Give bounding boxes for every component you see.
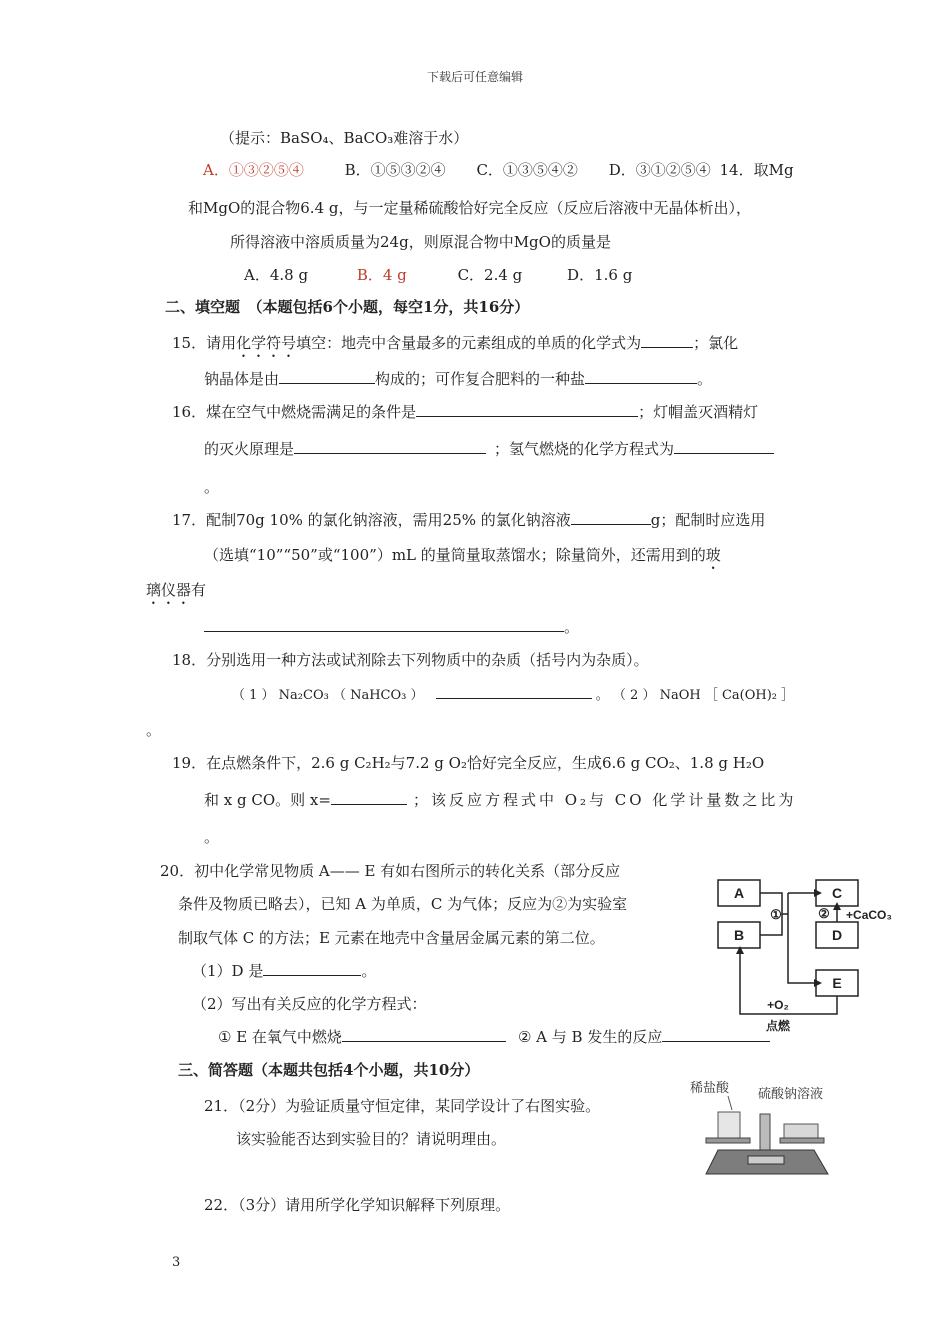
balance-experiment-figure xyxy=(688,1076,848,1180)
q17-line2 xyxy=(204,545,721,573)
q20-part2: （2）写出有关反应的化学方程式： xyxy=(192,995,427,1013)
q15-line2 xyxy=(204,369,712,389)
q17-line3 xyxy=(146,580,206,608)
q20-text-e: 。 xyxy=(361,962,377,980)
q17-emphasis-1: 玻 xyxy=(705,546,721,564)
q16-text-3: 的灭火原理是 xyxy=(204,440,295,458)
diagram-label-e: E xyxy=(832,975,842,991)
q19-text: 和 x g CO。则 x= xyxy=(204,791,331,809)
q20-text-d: （1）D 是 xyxy=(192,962,264,980)
q17-emphasis-2: 璃仪器 xyxy=(146,581,192,599)
diagram-label-d: D xyxy=(831,927,843,943)
q15-blank-1[interactable] xyxy=(641,333,693,348)
q13-option-c: C．①③⑤④② xyxy=(476,161,578,179)
q16-blank-1[interactable] xyxy=(416,402,638,417)
q15-blank-3[interactable] xyxy=(585,369,697,384)
q15-text: 15．请用 xyxy=(172,334,237,352)
q14-line3: 所得溶液中溶质质量为24g，则原混合物中MgO的质量是 xyxy=(230,233,611,251)
q20-part1 xyxy=(192,961,376,981)
q15-text-5: 构成的；可作复合肥料的一种盐 xyxy=(375,370,586,388)
diagram-label-b: B xyxy=(733,927,745,943)
q18-blank-1[interactable] xyxy=(436,684,592,699)
q15-emphasis: 化学符号 xyxy=(236,334,297,352)
q18-line1: 18．分别选用一种方法或试剂除去下列物质中的杂质（括号内为杂质）。 xyxy=(172,651,649,669)
q14-line2: 和MgO的混合物6.4 g，与一定量稀硫酸恰好完全反应（反应后溶液中无晶体析出）， xyxy=(188,199,751,217)
q13-option-a: A．①③②⑤④ xyxy=(203,161,304,179)
q20-line3: 制取气体 C 的方法；E 元素在地壳中含量居金属元素的第二位。 xyxy=(178,929,605,947)
q19-blank-1[interactable] xyxy=(331,790,407,805)
q20-line1: 20．初中化学常见物质 A—— E 有如右图所示的转化关系（部分反应 xyxy=(160,862,621,880)
label-dilute-hcl: 稀盐酸 xyxy=(690,1080,730,1095)
label-sodium-sulfate: 硫酸钠溶液 xyxy=(758,1086,824,1101)
q20-transformation-diagram xyxy=(712,872,892,1032)
q16-text-2: ；灯帽盖灭酒精灯 xyxy=(638,403,759,421)
q15-text-6: 。 xyxy=(697,370,713,388)
q14-option-c: C．2.4 g xyxy=(457,266,523,284)
diagram-burn-label: 点燃 xyxy=(765,1019,791,1032)
q17-text-4: 有 xyxy=(191,581,207,599)
q16-blank-2[interactable] xyxy=(294,439,486,454)
q20-blank-2[interactable] xyxy=(342,1027,506,1042)
q19-text-2: ；该反应方程式中 O₂与 CO 化学计量数之比为 xyxy=(412,791,797,809)
page-header: 下载后可任意编辑 xyxy=(426,70,523,84)
q17-line4 xyxy=(204,617,579,637)
hint: （提示：BaSO₄、BaCO₃难溶于水） xyxy=(220,129,469,147)
diagram-caco3-label: +CaCO₃ xyxy=(846,908,892,922)
q19-line2 xyxy=(204,790,796,810)
q14-option-b: B．4 g xyxy=(356,266,407,284)
q14-start: 14．取Mg xyxy=(719,161,794,179)
diagram-label-a: A xyxy=(733,885,745,901)
page-number: 3 xyxy=(172,1255,181,1270)
q19-end: 。 xyxy=(204,828,220,846)
q20-text-g: ① E 在氧气中燃烧 xyxy=(218,1028,342,1046)
q19-line1: 19．在点燃条件下，2.6 g C₂H₂与7.2 g O₂恰好完全反应，生成6.6 g CO₂、1.8 g H₂O xyxy=(172,754,765,772)
section-2-title: 二、填空题 （本题包括6个小题，每空1分，共16分） xyxy=(165,298,530,316)
q13-option-b: B．①⑤③②④ xyxy=(344,161,446,179)
q16-text-4: ；氢气燃烧的化学方程式为 xyxy=(494,440,675,458)
diagram-o2-label: +O₂ xyxy=(767,998,789,1012)
q18-end: 。 xyxy=(146,721,162,739)
q17-blank-2[interactable] xyxy=(204,617,564,632)
q18-line2 xyxy=(232,684,794,706)
q20-line2: 条件及物质已略去），已知 A 为单质，C 为气体；反应为②为实验室 xyxy=(178,895,628,913)
q16-end: 。 xyxy=(204,478,220,496)
q17-text-2: g；配制时应选用 xyxy=(650,511,766,529)
q14-options xyxy=(244,265,632,285)
q13-options xyxy=(203,160,794,180)
q20-text-h: ② A 与 B 发生的反应 xyxy=(517,1028,663,1046)
solution-dish-icon xyxy=(784,1124,818,1138)
diagram-reaction-1: ① xyxy=(770,907,782,922)
q17-text: 17．配制70g 10% 的氯化钠溶液，需用25% 的氯化钠溶液 xyxy=(172,511,571,529)
q20-blank-1[interactable] xyxy=(263,961,361,976)
q17-text-3: （选填“10”“50”或“100”）mL 的量筒量取蒸馏水；除量筒外，还需用到的 xyxy=(204,546,706,564)
q14-option-d: D．1.6 g xyxy=(567,266,633,284)
q15-text-4: 钠晶体是由 xyxy=(204,370,280,388)
q17-line1 xyxy=(172,510,765,530)
q22: 22．（3分）请用所学化学知识解释下列原理。 xyxy=(204,1196,511,1214)
q16-text: 16．煤在空气中燃烧需满足的条件是 xyxy=(172,403,417,421)
q16-line1 xyxy=(172,402,758,422)
q15-text-2: 填空：地壳中含量最多的元素组成的单质的化学式为 xyxy=(296,334,642,352)
q13-option-d: D．③①②⑤④ xyxy=(608,161,711,179)
q15-text-3: ；氯化 xyxy=(693,334,739,352)
diagram-label-c: C xyxy=(831,885,843,901)
beaker-icon xyxy=(718,1112,740,1138)
q21-line2: 该实验能否达到实验目的？请说明理由。 xyxy=(236,1130,507,1148)
q15-line1 xyxy=(172,333,738,361)
q20-part2-equations xyxy=(218,1027,770,1047)
q14-option-a: A．4.8 g xyxy=(244,266,309,284)
q16-line2 xyxy=(204,439,774,459)
q18-part-1: （ 1 ） Na₂CO₃ （ NaHCO₃ ） xyxy=(232,688,424,703)
diagram-reaction-2: ② xyxy=(818,906,830,921)
q18-part-2: 。 （ 2 ） NaOH ［ Ca(OH)₂ ］ xyxy=(595,688,795,703)
section-3-title: 三、简答题（本题共包括4个小题，共10分） xyxy=(178,1061,480,1079)
q15-blank-2[interactable] xyxy=(279,369,375,384)
q16-blank-3[interactable] xyxy=(674,439,774,454)
q17-blank-1[interactable] xyxy=(571,510,651,525)
q21-line1: 21．（2分）为验证质量守恒定律，某同学设计了右图实验。 xyxy=(204,1097,601,1115)
q17-text-5: 。 xyxy=(564,618,580,636)
